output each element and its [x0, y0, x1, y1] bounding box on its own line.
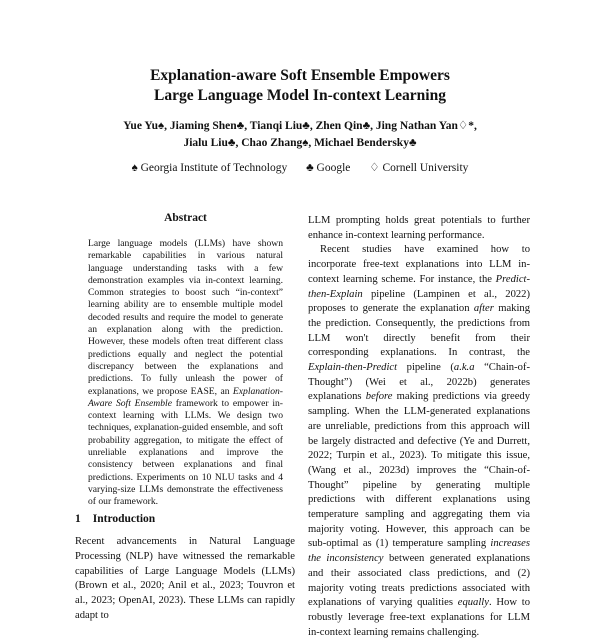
- p2-text-a: Recent studies have examined how to incorporate free-text explanations into LLM in-context learning scheme. For instance, the: [308, 244, 530, 285]
- abstract-text-1: Large language models (LLMs) have shown remarkable capabilities in various natural language understanding tasks with a few demonstration examples via in-context learning. Common strategies to boost such “in-context” learning ability are to ensemble multiple model decoded results and require the model to generate an explanation along with the prediction. However, these models often treat different class predictions equally and neglect the potential discrepancy between the explanations and predictions. To fully unleash the power of explanations, we propose: [88, 238, 283, 397]
- emph-increases-inconsistency: increases the inconsistency: [308, 538, 530, 565]
- title-line-1: Explanation-aware Soft Ensemble Empowers: [150, 67, 450, 84]
- right-paragraph-2: [308, 243, 530, 640]
- intro-paragraph: Recent advancements in Natural Language Processing (NLP) have witnessed the remarkable capabilities of Large Language Models (LLMs) (Brown et al., 2020; Anil et al., 2023; Touvron et al., 2023; OpenAI, 2023). These LLMs can rapidly adapt to: [75, 536, 295, 621]
- predict-then-explain: Predict-then-Explain: [308, 273, 530, 300]
- abstract-heading: Abstract: [164, 212, 207, 224]
- right-paragraph-1: LLM prompting holds great potentials to further enhance in-context learning performance.: [308, 215, 530, 241]
- section-heading-introduction: [75, 513, 155, 525]
- abstract-paragraph: [88, 238, 283, 509]
- emph-after: after: [473, 303, 494, 315]
- p2-text-d: pipeline (: [397, 362, 454, 374]
- p2-text-f: making predictions via greedy sampling. When the LLM-generated explanations are unreliable, predictions from this approach will be largely distracted and defective (Ye and Durrett, 2022; Turpin et al., 2023). To mitigate this issue, (Wang et al., 2023d) improves the “Chain-of-Thought” pipeline by generating multiple predictions with different explanations using temperature sampling and aggregating them via majority voting. However, this approach can be sub-optimal as (1) temperature sampling: [308, 391, 530, 550]
- emph-before: before: [365, 391, 393, 403]
- section-title: Introduction: [92, 513, 156, 525]
- author-list: [40, 118, 560, 152]
- affiliations: [40, 160, 560, 177]
- section-number: 1: [75, 513, 81, 525]
- affiliation-georgia-tech: ♠ Georgia Institute of Technology: [131, 162, 288, 174]
- title-line-2: Large Language Model In-context Learning: [154, 87, 446, 104]
- ease-full-name: Explanation-Aware Soft Ensemble: [88, 385, 283, 409]
- p2-text-b: pipeline (Lampinen et al., 2022) proposes to generate the explanation: [308, 288, 530, 315]
- introduction-text: [75, 535, 295, 624]
- authors-line-1: Yue Yu♠, Jiaming Shen♣, Tianqi Liu♣, Zhen Qin♣, Jing Nathan Yan♢*,: [123, 120, 477, 132]
- affiliation-cornell: ♢ Cornell University: [369, 162, 469, 174]
- authors-line-2: Jialu Liu♣, Chao Zhang♠, Michael Bendersky♣: [183, 137, 417, 149]
- abstract-text-2: , an: [214, 385, 233, 397]
- abstract-body: [88, 238, 283, 509]
- emph-aka: a.k.a: [453, 362, 475, 374]
- p2-text-e: “Chain-of-Thought”) (Wei et al., 2022b) generates explanations: [308, 362, 530, 403]
- emph-equally: equally: [457, 597, 489, 609]
- affiliation-google: ♣ Google: [306, 162, 351, 174]
- abstract-text-3: framework to empower in-context learning with LLMs. We design two techniques, explanation-guided ensemble, and soft probability aggregation, to mitigate the effect of unreliable explanations and improve the consistency between explanations and final predictions. Experiments on 10 NLU tasks and 4 varying-size LLMs demonstrate the effectiveness of our framework.: [88, 397, 283, 508]
- right-column-text: [308, 214, 530, 640]
- p2-text-c: making the prediction. Consequently, the predictions from LLM won't directly benefit from their corresponding explanations. In contrast, the: [308, 303, 530, 359]
- p2-text-h: . How to robustly leverage free-text explanations for LLM in-context learning remains challenging.: [308, 597, 530, 638]
- paper-title: [0, 66, 600, 106]
- explain-then-predict: Explain-then-Predict: [308, 362, 398, 374]
- ease-name: EASE: [190, 385, 215, 397]
- p2-text-g: between generated explanations and their associated class predictions, and (2) majority voting treats predictions associated with explanations of varying qualities: [308, 553, 530, 609]
